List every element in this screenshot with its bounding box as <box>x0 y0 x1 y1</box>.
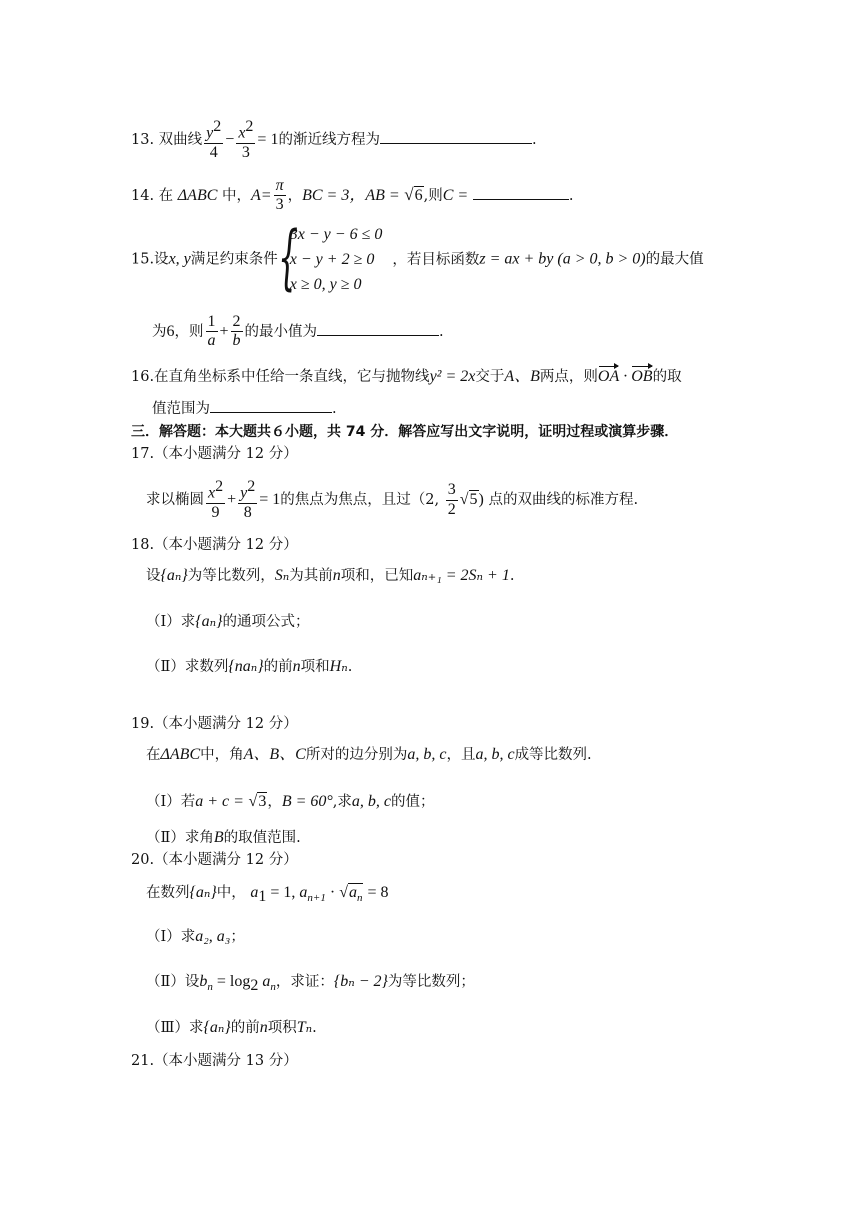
q20-part1: （Ⅰ）求a₂, a₃； <box>146 928 245 945</box>
q16-line2: 值范围为 . <box>152 398 337 418</box>
section3-heading: 三．解答题：本大题共６小题，共 74 分．解答应写出文字说明，证明过程或演算步骤． <box>131 424 679 440</box>
q15-frac-1-a: $\frac{1}{a}$ <box>207 313 216 350</box>
q15-line1: 15.设x, y满足约束条件 { 3x − y − 6 ≤ 0 x − y + 2 ≥ 0 x ≥ 0, y ≥ 0 ，若目标函数z = ax + by (a > 0, b > 0)的最大值 <box>131 216 704 298</box>
q14-answer-blank[interactable] <box>473 185 569 200</box>
q19-part2: （Ⅱ）求角B的取值范围. <box>146 829 301 846</box>
q13-answer-blank[interactable] <box>380 129 532 144</box>
q16-answer-blank[interactable] <box>210 398 332 413</box>
q20-head: 20.（本小题满分 12 分） <box>131 852 298 868</box>
q13-line: 13. 双曲线 $\frac{y^2}{4}$ − $\frac{x^2}{3}$ = 1的渐近线方程为 . <box>131 118 537 161</box>
q15-frac-2-b: $\frac{2}{b}$ <box>232 313 241 350</box>
q15-constraint-system: { 3x − y − 6 ≤ 0 x − y + 2 ≥ 0 x ≥ 0, y ≥ 0 <box>277 216 383 298</box>
q20-part2: （Ⅱ）设$b_n = \log_2 a_n$，求证：{bₙ − 2}为等比数列； <box>146 973 475 995</box>
q19-body: 在ΔABC中，角A、B、C所对的边分别为a, b, c，且a, b, c成等比数列. <box>146 746 592 763</box>
q18-body: 设{aₙ}为等比数列，Sₙ为其前n项和，已知aₙ₊₁ = 2Sₙ + 1. <box>146 567 515 584</box>
q16-line1: 16.在直角坐标系中任给一条直线，它与抛物线y² = 2x交于A、B两点，则OA · OB的取 <box>131 368 682 385</box>
q13-prefix: 13. 双曲线 <box>131 132 203 149</box>
q17-head: 17.（本小题满分 12 分） <box>131 446 298 462</box>
q14-line: 14. 在 ΔABC 中，A= $\frac{\pi}{3}$ ，BC = 3，AB = √6,则C = . <box>131 177 574 214</box>
q13-frac-x2-3: $\frac{x^2}{3}$ <box>238 118 254 161</box>
q13-frac-y2-4: $\frac{y^2}{4}$ <box>206 118 222 161</box>
q17-body: 求以椭圆 $\frac{x^2}{9}$ + $\frac{y^2}{8}$ = 1的焦点为焦点，且过（2, $\frac{3}{2}$ √5) 点的双曲线的标准方程. <box>146 478 639 521</box>
q18-head: 18.（本小题满分 12 分） <box>131 537 298 553</box>
q20-recurrence: $a_1 = 1$, $a_{n+1} \cdot √a_n = 8$ <box>250 884 389 906</box>
q18-part2: （Ⅱ）求数列{naₙ}的前n项和Hₙ. <box>146 658 353 675</box>
q18-part1: （Ⅰ）求{aₙ}的通项公式； <box>146 613 310 630</box>
q17-frac-3-2: $\frac{3}{2}$ <box>447 481 456 518</box>
q21-head: 21.（本小题满分 13 分） <box>131 1053 298 1069</box>
q16-dot-product: OA · OB <box>597 368 653 385</box>
q17-frac-y2-8: $\frac{y^2}{8}$ <box>240 478 256 521</box>
q20-part3: （Ⅲ）求{aₙ}的前n项积Tₙ. <box>146 1019 317 1036</box>
q15-answer-blank[interactable] <box>317 321 439 336</box>
q15-line2: 为6，则 $\frac{1}{a}$ + $\frac{2}{b}$ 的最小值为 . <box>152 313 444 350</box>
q19-head: 19.（本小题满分 12 分） <box>131 716 298 732</box>
q19-part1: （Ⅰ）若a + c = √3，B = 60°,求a, b, c的值； <box>146 793 435 810</box>
q17-frac-x2-9: $\frac{x^2}{9}$ <box>208 478 224 521</box>
q20-body: 在数列{aₙ}中， $a_1 = 1$, $a_{n+1} \cdot √a_n = 8$ <box>146 884 389 906</box>
q14-frac-pi-3: $\frac{\pi}{3}$ <box>275 177 284 214</box>
q20-bn-def: $b_n = \log_2 a_n$ <box>199 973 276 995</box>
